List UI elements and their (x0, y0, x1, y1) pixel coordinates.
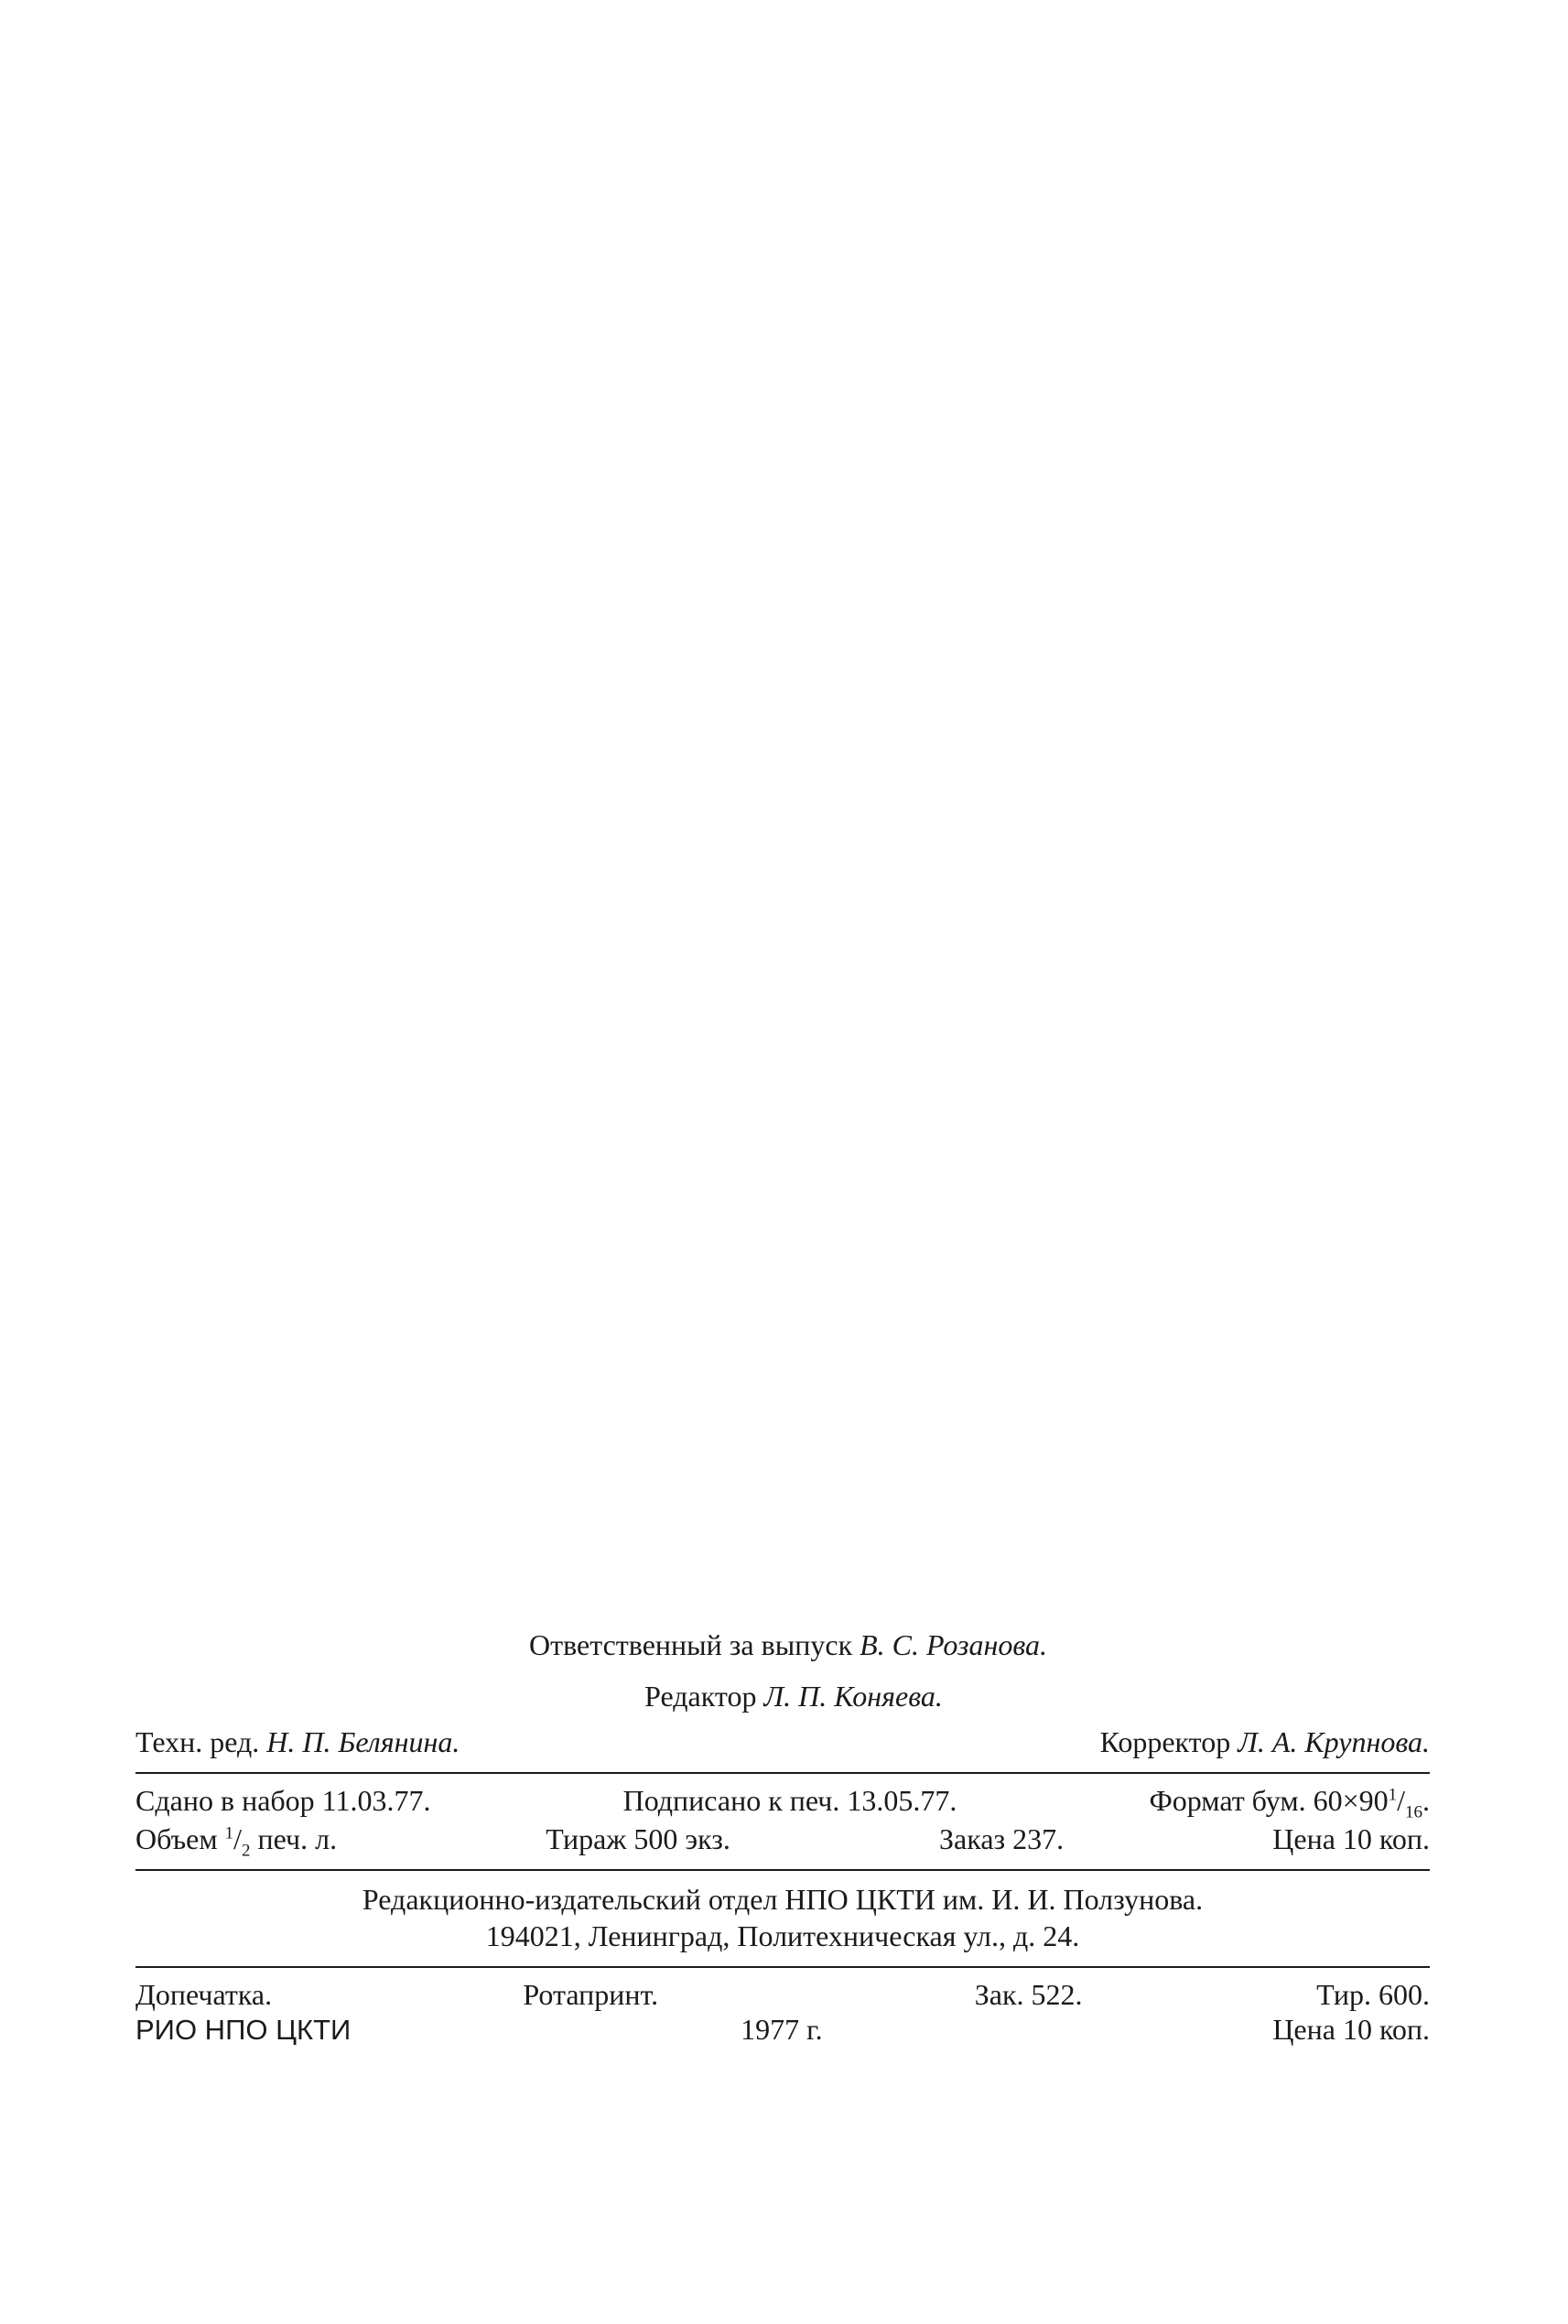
imprint-block (135, 1627, 1430, 2048)
divider-1 (135, 1772, 1430, 1774)
staff-line (135, 1724, 1430, 1759)
reprint-row-2 (135, 2012, 1430, 2048)
divider-2 (135, 1869, 1430, 1871)
reprint-circulation: Тир. 600. (1316, 1978, 1430, 2011)
editor-name: Л. П. Коняева. (763, 1680, 943, 1713)
volume: Объем $^1/_2$ печ. л. (135, 1822, 338, 1861)
publisher-line-2: 194021, Ленинград, Политехническая ул., д. 24. (485, 1919, 1080, 1952)
reprint-price: Цена 10 коп. (1272, 2013, 1430, 2046)
reprint-row-1 (135, 1977, 1430, 2012)
reprint-label: Допечатка. (135, 1978, 273, 2011)
paper-format-label: Формат бум. 60×90 (1149, 1784, 1389, 1817)
publisher-line-1: Редакционно-издательский отдел НПО ЦКТИ им. И. И. Ползунова. (362, 1883, 1204, 1916)
reprint-year: 1977 г. (741, 2013, 823, 2046)
proofreader-label: Корректор (1099, 1725, 1231, 1758)
responsible-label: Ответственный за выпуск (529, 1628, 853, 1661)
volume-label: Объем (135, 1822, 218, 1855)
paper-format-den: 16 (1405, 1802, 1422, 1822)
circulation: Тираж 500 экз. (546, 1822, 730, 1855)
signed-date: Подписано к печ. 13.05.77. (622, 1784, 957, 1817)
responsible-line (135, 1627, 1430, 1662)
paper-format-num: 1 (1388, 1785, 1398, 1805)
tech-editor-label: Техн. ред. (135, 1725, 260, 1758)
responsible-name: В. С. Розанова. (860, 1628, 1047, 1661)
volume-den: 2 (241, 1841, 251, 1861)
tech-editor (135, 1724, 460, 1759)
reprint-method: Ротапринт. (523, 1978, 659, 2011)
editor-label: Редактор (644, 1680, 757, 1713)
proofreader (1100, 1724, 1430, 1759)
volume-num: 1 (224, 1823, 234, 1843)
price: Цена 10 коп. (1272, 1822, 1430, 1855)
volume-unit: печ. л. (257, 1822, 338, 1855)
divider-3 (135, 1966, 1430, 1968)
order-number: Заказ 237. (939, 1822, 1065, 1855)
print-info-row-1 (135, 1783, 1430, 1822)
paper-format-end: . (1422, 1784, 1430, 1817)
print-info-row-2 (135, 1821, 1430, 1861)
proofreader-name: Л. А. Крупнова. (1238, 1725, 1430, 1758)
submitted-date: Сдано в набор 11.03.77. (135, 1784, 431, 1817)
reprint-org: РИО НПО ЦКТИ (135, 2014, 351, 2046)
tech-editor-name: Н. П. Белянина. (266, 1725, 460, 1758)
editor-line (135, 1679, 1430, 1713)
reprint-order: Зак. 522. (974, 1978, 1083, 2011)
paper-format: Формат бум. $60\times 90^1/_{16}$. (1149, 1784, 1430, 1822)
